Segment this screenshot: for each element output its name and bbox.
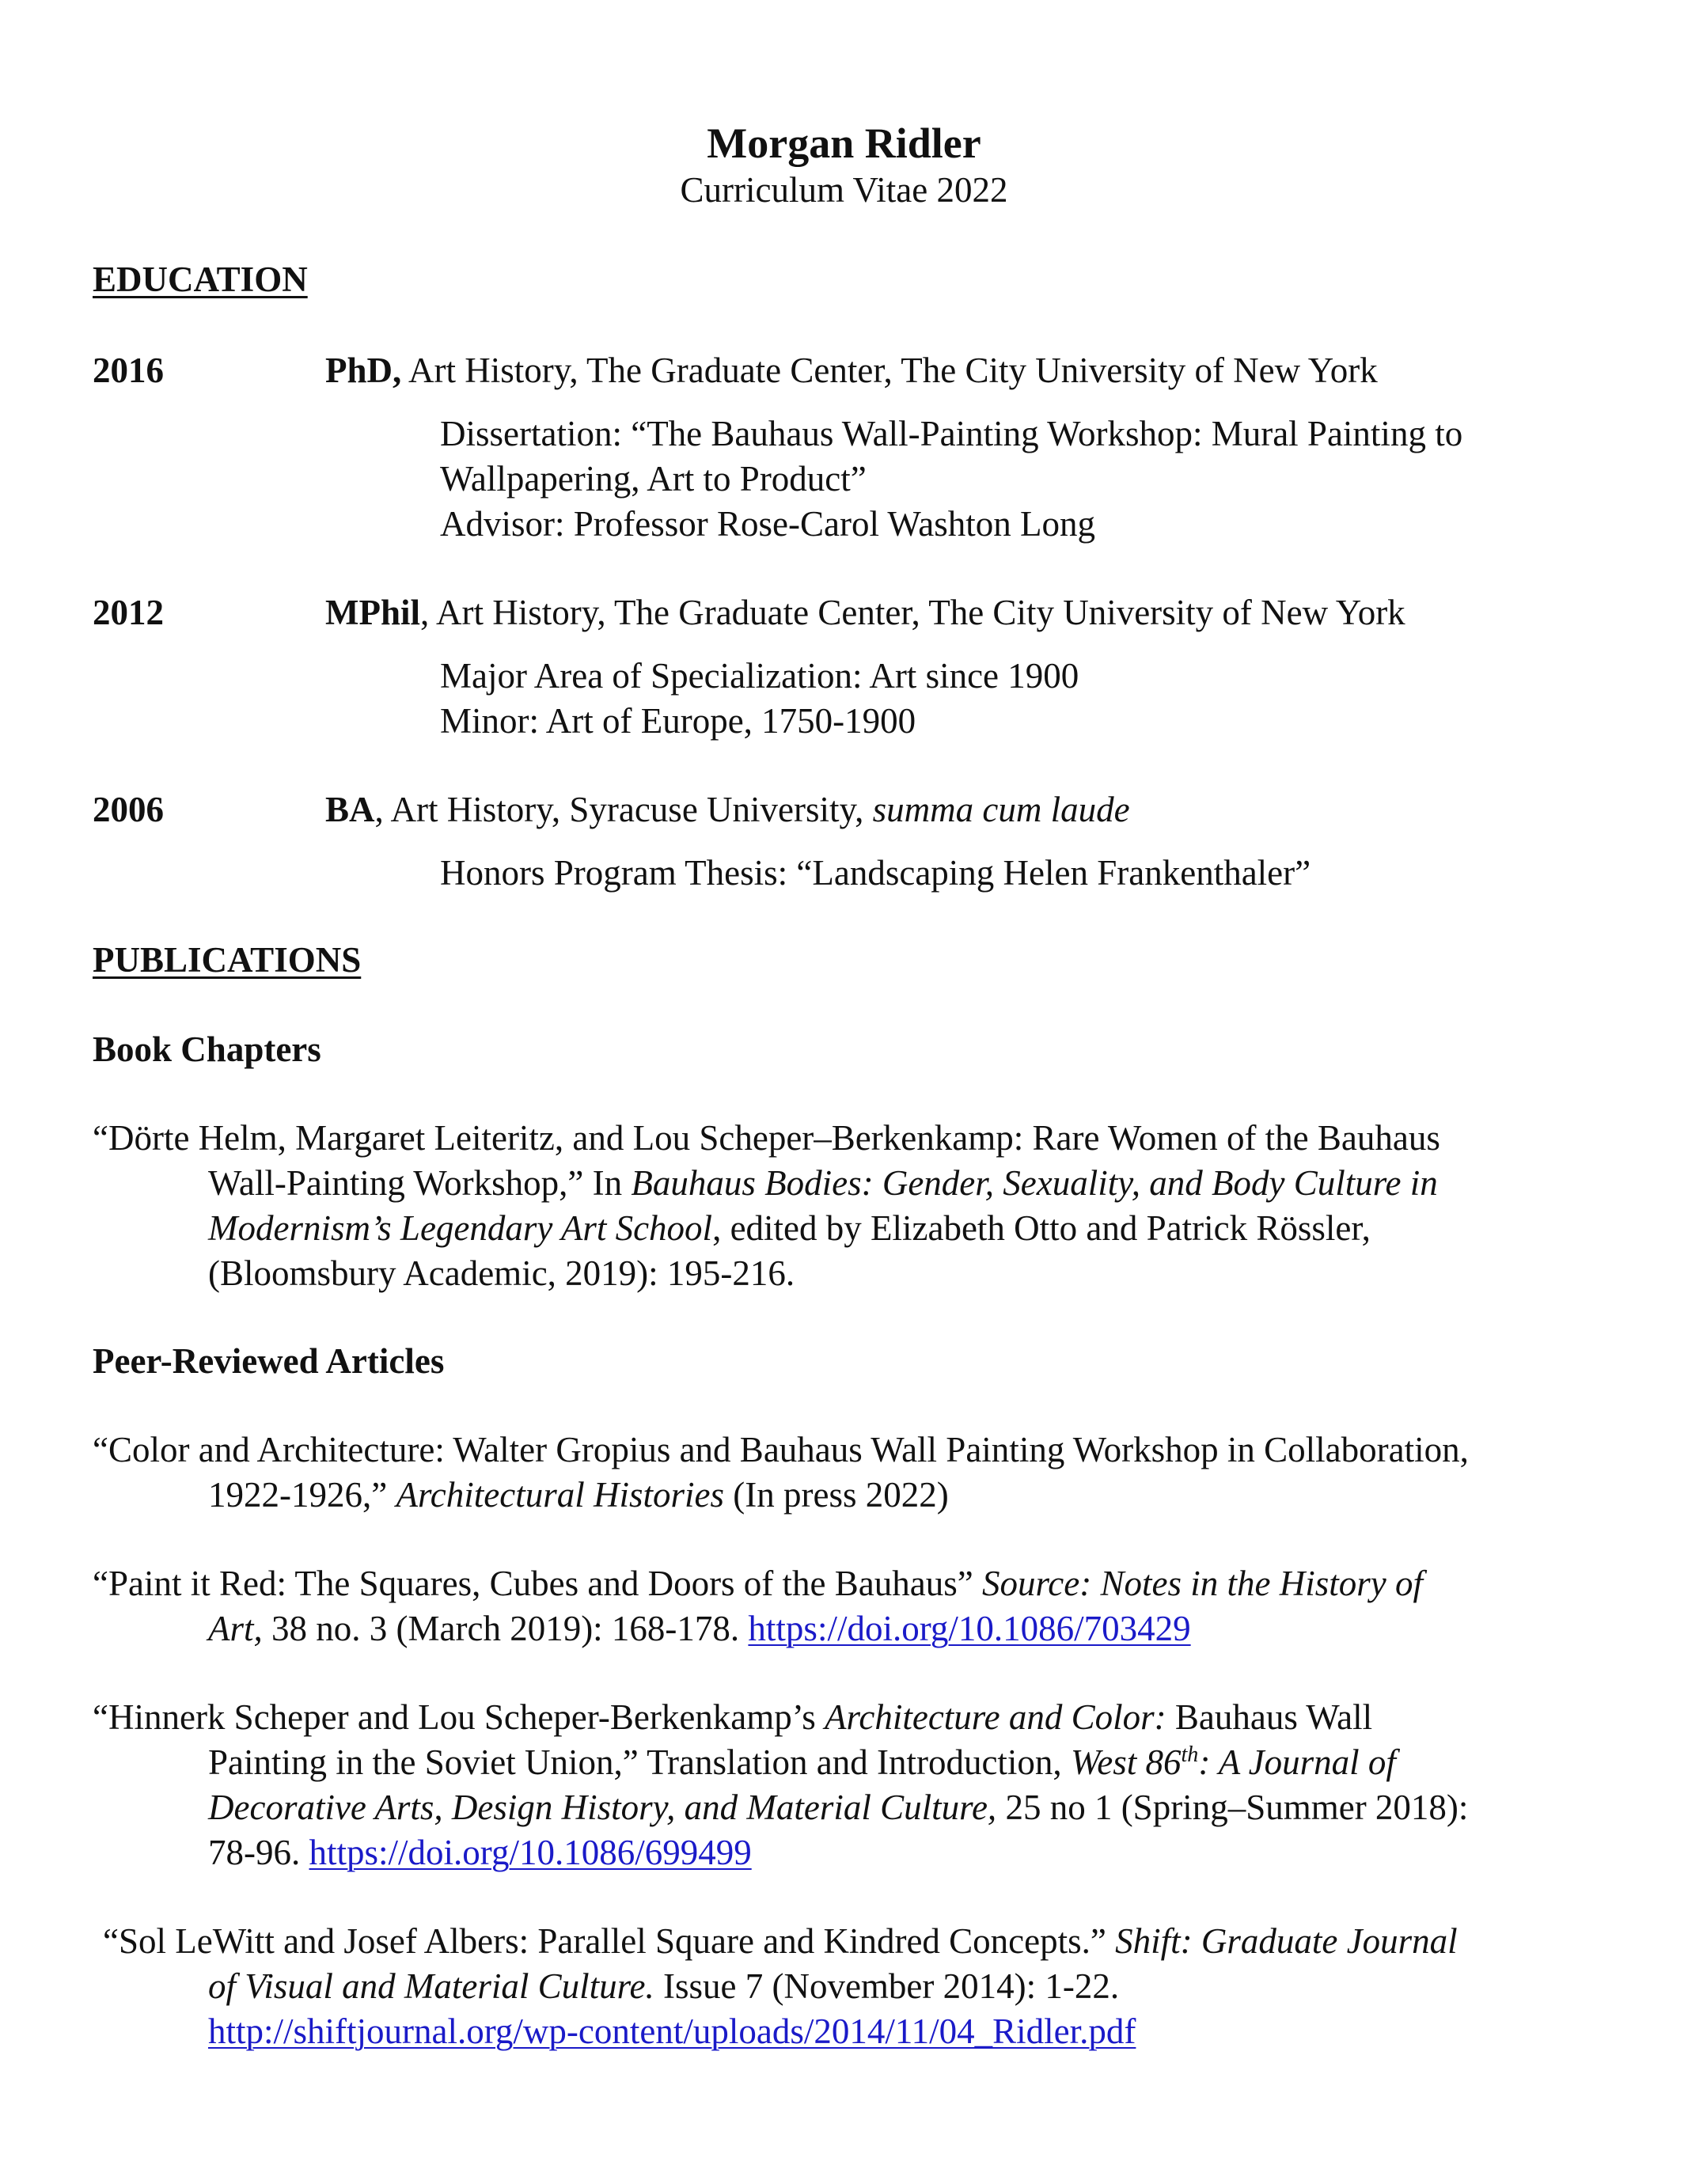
publication-line bbox=[208, 1473, 949, 1518]
publication-title: of Visual and Material Culture. bbox=[208, 1966, 654, 2006]
publication-text: , edited by Elizabeth Otto and Patrick Rössler, bbox=[712, 1208, 1371, 1248]
publication-text: 25 no 1 (Spring–Summer 2018): bbox=[996, 1788, 1469, 1827]
degree-name: MPhil bbox=[325, 593, 420, 632]
education-detail: Advisor: Professor Rose-Carol Washton Long bbox=[440, 504, 1095, 544]
education-year: 2016 bbox=[93, 351, 164, 390]
degree-institution: Art History, The Graduate Center, The City University of New York bbox=[401, 351, 1378, 390]
publication-line bbox=[93, 1830, 752, 1875]
publication-line bbox=[208, 1964, 1119, 2009]
publication-line bbox=[93, 1561, 1423, 1606]
publication-title: Art, bbox=[208, 1609, 263, 1648]
degree-name: BA bbox=[325, 790, 375, 829]
publication-text: Wall-Painting Workshop,” In bbox=[208, 1163, 632, 1203]
publication-text: (In press 2022) bbox=[724, 1475, 949, 1515]
publication-line bbox=[208, 1740, 1396, 1785]
degree-honor: summa cum laude bbox=[872, 790, 1130, 829]
doi-link[interactable]: https://doi.org/10.1086/703429 bbox=[748, 1609, 1191, 1648]
publication-title bbox=[1071, 1742, 1396, 1782]
education-detail: Honors Program Thesis: “Landscaping Helen Frankenthaler” bbox=[440, 853, 1311, 893]
superscript: th bbox=[1181, 1742, 1199, 1767]
degree-institution: , Art History, Syracuse University, bbox=[374, 790, 873, 829]
book-chapters-heading: Book Chapters bbox=[93, 1029, 321, 1069]
publication-title: Architectural Histories bbox=[396, 1475, 725, 1515]
publication-line bbox=[208, 1161, 1438, 1206]
publication-text: 1922-1926,” bbox=[208, 1475, 396, 1515]
cv-name: Morgan Ridler bbox=[707, 119, 981, 167]
publication-line bbox=[208, 1606, 1191, 1651]
publication-text: Bauhaus Wall bbox=[1166, 1697, 1373, 1737]
cv-subtitle: Curriculum Vitae 2022 bbox=[680, 170, 1008, 210]
publication-line: “Color and Architecture: Walter Gropius and Bauhaus Wall Painting Workshop in Collaboration, bbox=[93, 1430, 1469, 1469]
publication-title-part: : A Journal of bbox=[1198, 1742, 1396, 1782]
publication-text: 38 no. 3 (March 2019): 168-178. bbox=[262, 1609, 749, 1648]
degree-institution: , Art History, The Graduate Center, The City University of New York bbox=[420, 593, 1405, 632]
publication-line: “Dörte Helm, Margaret Leiteritz, and Lou Scheper–Berkenkamp: Rare Women of the Bauhaus bbox=[93, 1118, 1440, 1158]
degree-name: PhD, bbox=[325, 351, 402, 390]
publications-heading: PUBLICATIONS bbox=[93, 940, 362, 980]
education-year: 2006 bbox=[93, 790, 164, 829]
publication-line bbox=[208, 1785, 1468, 1830]
education-detail: Dissertation: “The Bauhaus Wall-Painting Workshop: Mural Painting to bbox=[440, 414, 1463, 453]
education-year: 2012 bbox=[93, 593, 164, 632]
education-degree-line bbox=[325, 348, 1378, 393]
publication-title: Source: Notes in the History of bbox=[981, 1564, 1423, 1603]
publication-text: Painting in the Soviet Union,” Translation and Introduction, bbox=[208, 1742, 1071, 1782]
publication-line bbox=[208, 2009, 1136, 2054]
publication-text: “Sol LeWitt and Josef Albers: Parallel Square and Kindred Concepts.” bbox=[103, 1921, 1116, 1961]
pdf-link[interactable]: http://shiftjournal.org/wp-content/uploads/2014/11/04_Ridler.pdf bbox=[208, 2011, 1136, 2051]
publication-title: Architecture and Color: bbox=[825, 1697, 1166, 1737]
education-detail: Major Area of Specialization: Art since 1900 bbox=[440, 656, 1079, 696]
publication-title: Modernism’s Legendary Art School bbox=[208, 1208, 713, 1248]
doi-link[interactable]: https://doi.org/10.1086/699499 bbox=[309, 1833, 752, 1872]
publication-text: “Paint it Red: The Squares, Cubes and Doors of the Bauhaus” bbox=[93, 1564, 982, 1603]
publication-line: (Bloomsbury Academic, 2019): 195-216. bbox=[208, 1253, 795, 1293]
publication-title: Decorative Arts, Design History, and Material Culture, bbox=[208, 1788, 997, 1827]
education-heading: EDUCATION bbox=[93, 260, 308, 299]
publication-line bbox=[93, 1695, 1372, 1740]
education-detail: Minor: Art of Europe, 1750-1900 bbox=[440, 701, 916, 741]
publication-text: “Hinnerk Scheper and Lou Scheper-Berkenkamp’s bbox=[93, 1697, 825, 1737]
publication-title: Shift: Graduate Journal bbox=[1115, 1921, 1458, 1961]
publication-text: Issue 7 (November 2014): 1-22. bbox=[654, 1966, 1120, 2006]
publication-line bbox=[103, 1919, 1458, 1964]
education-detail: Wallpapering, Art to Product” bbox=[440, 459, 867, 499]
publication-title-part: West 86 bbox=[1070, 1742, 1182, 1782]
publication-line bbox=[208, 1206, 1371, 1251]
education-degree-line bbox=[325, 590, 1405, 635]
publication-text: 78-96. bbox=[208, 1833, 309, 1872]
articles-heading: Peer-Reviewed Articles bbox=[93, 1341, 445, 1381]
education-degree-line bbox=[325, 787, 1130, 832]
publication-title: Bauhaus Bodies: Gender, Sexuality, and Body Culture in bbox=[631, 1163, 1438, 1203]
